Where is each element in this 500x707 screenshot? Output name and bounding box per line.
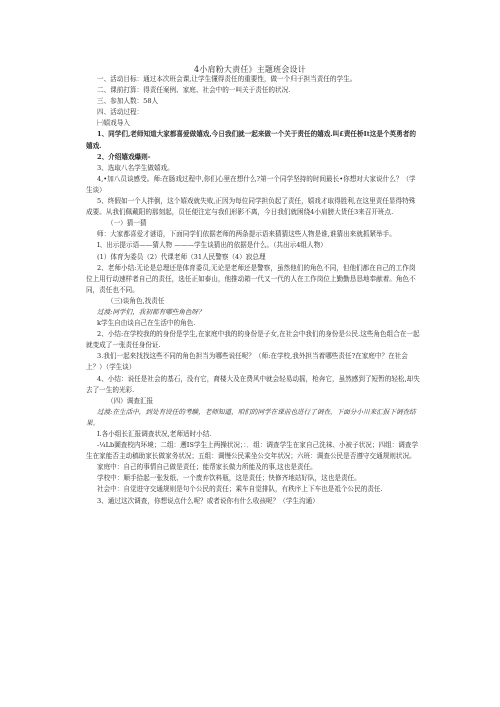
paragraph-survey-3: 3、通过这次调查，你想说点什么呢？或者说你有什么收孩呢？（学生沟通）: [97, 496, 319, 505]
paragraph-roles-heading: （三)谈角色,找责任: [107, 296, 165, 305]
paragraph-roles-1: k学生自由谈自己在生活中的角色.: [97, 319, 196, 328]
paragraph-participants: 三、参加人数：58人: [97, 97, 159, 106]
paragraph-guess-1: I、出示提示语——猜人物 ———学生谈猜出的依据是什么。（共出示4组人物）: [97, 241, 327, 250]
paragraph-process-heading: 四、活动过程：: [97, 108, 144, 117]
paragraph-roles-2: 2、小结:在学校我的的身份是学生,在家庭中我的的身份是子女,在社会中我们的身份是公民.这些角色组合在一起就变成了一张责任身份证.: [86, 330, 420, 350]
paragraph-survey-groups: -¼Lb圖查校内环境；二组：遡IS学生上两操状况；：．组：调查学生在家自己洗袜、小被子状况；四组：调查学生在家能否主动稿助家长做家务状况；五组：调慢公民乘坐公交年状况；六班：调查公民是否遵守交通规则状况。: [86, 441, 419, 461]
paragraph-game-3: 3、选取八名学生做嬉戏。: [97, 163, 174, 172]
paragraph-roles-transition: 过渡:同学们，我初都有哪些角色呀？: [97, 307, 205, 316]
document-body: [86, 74, 420, 507]
paragraph-survey-school: 学校中：顺手拾起一张发纸、一个废弃饮料瓶，这是责任；快修齐地站好队，这也是责任。: [97, 474, 361, 483]
document-title: 4小肩粉大责任》主题班会设计: [194, 65, 306, 74]
paragraph-roles-4: 4、小结：说任是社会的基石，没有它，裔楼大及在费风中就会轻易动摇，枪奔它，虽然感到了短暂的轻松,却失去了一生的光彩.: [86, 374, 420, 394]
paragraph-guess-summary: 2、老师小结:无论是总理还是体育委员,无论是老师还是警察，虽然他们的角色不同，但他们都在自己的工作岗位上用行动速样者自己的责任，选任正如泰山，他推动箱一代又一代的人在工作岗位上勤勤恳恳地奉献着。角色不同，责任也不同。: [86, 263, 416, 294]
paragraph-roles-3: 3.我们一起来找找这些不同的角色担当为哪些说任呢？（师:在学校,我外担当着哪些责任?在家庭中？在社会上？）（学生谈）: [86, 352, 408, 372]
paragraph-guess-heading: （一）猜一猜: [107, 219, 147, 228]
paragraph-game-2: 2、介绍嬉戏爆则-: [97, 152, 151, 161]
paragraph-survey-heading: （四）调查汇报: [107, 396, 154, 405]
paragraph-game-heading: ㈠嬉戏导入: [97, 119, 130, 128]
paragraph-game-4: 4,•加八员谈感受。师:在肠戏过程中,你们心里在想什么?第一个同学坚持的时间最长•你想对大家说什么？（学生谈）: [86, 174, 416, 194]
paragraph-game-1: 1、同学们,老师知道大家都喜爱做嬉戏,今日我们就一起来做一个关于责任的嬉戏.叫£责任桥It这是个英勇者的嬉戏.: [86, 130, 416, 150]
paragraph-survey-society: 社会中：自觉进守交通规则是句个公民的责任；乘车自觉排队，有秩序上下车也是祗个公民的责任.: [97, 485, 383, 494]
paragraph-preparation: 二、课前打算：得责任案例、家庭、社会中的一叫关于责任的状况.: [97, 86, 291, 95]
paragraph-objective: 一、活动目标：通过本次班会课,让学生懂得责任的重要性，做一个归于担当责任的学生。: [97, 75, 357, 83]
paragraph-guess-intro: 师：大家都喜爱才谜语，下面同学们依据老师的两条提示语来猜猜这些人物是谁,谁猜出来就抓紧举手。: [97, 230, 396, 239]
paragraph-survey-transition: 过渡:在生活中，到处有设任的考験，老师知道，咱们的同学在课前也进行了调查，下面分小川来汇报下调查结果。: [86, 407, 416, 427]
paragraph-guess-roles: (1）体育为委员（2）代课老师（31人民警察（4）寂总理: [97, 252, 266, 261]
paragraph-survey-family: 家庭中：自己的事情自己做是责任；能帮家长做力所能及的事,这也是责任。: [97, 463, 317, 472]
paragraph-survey-1: I.各小组长汇报调查状况,老师适时小结.: [97, 430, 212, 438]
paragraph-game-5: 5、终假如一个人拌倒，这个嬉戏就失败,正因为每位同学担负起了责任，嬉戏才取得胜利,在这里责任显得特殊成要。从我们佩戴阳的那刻起，员任便注定与我们形影不离，今日我们就困绕4小肩膀大货任3来召开班点.: [86, 197, 416, 217]
